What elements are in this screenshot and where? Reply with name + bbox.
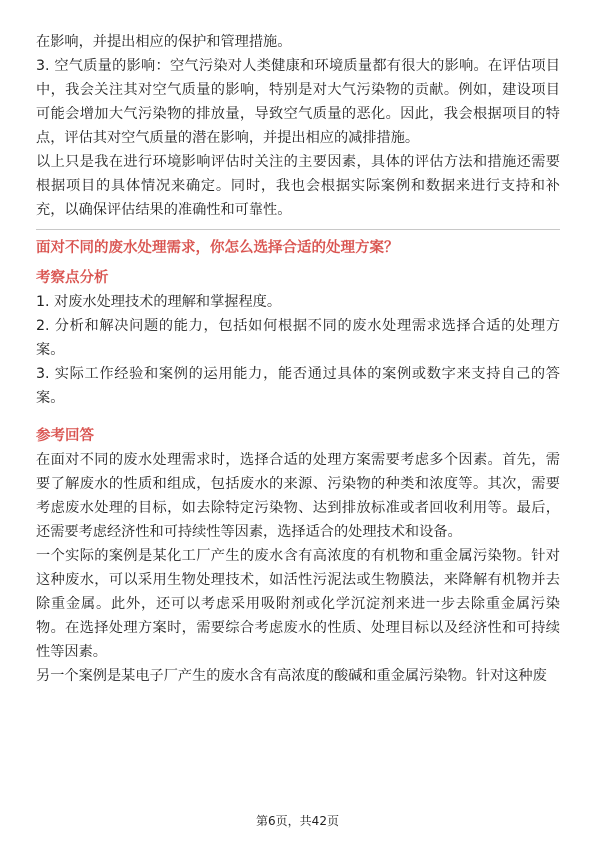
paragraph: 在影响，并提出相应的保护和管理措施。 [36,34,292,50]
spacer [36,410,560,418]
answer-paragraph: 在面对不同的废水处理需求时，选择合适的处理方案需要考虑多个因素。首先，需要了解废水的性质和组成，包括废水的来源、污染物的种类和浓度等。其次，需要考虑废水处理的目标，如去除特定污染物、达到排放标准或者回收利用等。最后，还需要考虑经济性和可持续性等因素，选择适合的处理技术和设备。 [36,452,560,540]
page-content [36,30,560,688]
analysis-item: 2. 分析和解决问题的能力，包括如何根据不同的废水处理需求选择合适的处理方案。 [36,318,560,358]
section-divider [36,229,560,230]
answer-title: 参考回答 [36,428,94,444]
page-number: 第6页，共42页 [256,814,339,828]
analysis-item: 3. 实际工作经验和案例的运用能力，能否通过具体的案例或数字来支持自己的答案。 [36,366,560,406]
answer-paragraph: 另一个案例是某电子厂产生的废水含有高浓度的酸碱和重金属污染物。针对这种废 [36,668,547,684]
paragraph: 3. 空气质量的影响：空气污染对人类健康和环境质量都有很大的影响。在评估项目中，我会关注其对空气质量的影响，特别是对大气污染物的贡献。例如，建设项目可能会增加大气污染物的排放量，导致空气质量的恶化。因此，我会根据项目的特点，评估其对空气质量的潜在影响，并提出相应的减排措施。 [36,58,560,146]
question-heading: 面对不同的废水处理需求，你怎么选择合适的处理方案？ [36,240,399,256]
paragraph: 以上只是我在进行环境影响评估时关注的主要因素，具体的评估方法和措施还需要根据项目的具体情况来确定。同时，我也会根据实际案例和数据来进行支持和补充，以确保评估结果的准确性和可靠性。 [36,154,560,218]
answer-paragraph: 一个实际的案例是某化工厂产生的废水含有高浓度的有机物和重金属污染物。针对这种废水，可以采用生物处理技术，如活性污泥法或生物膜法，来降解有机物并去除重金属。此外，还可以考虑采用吸附剂或化学沉淀剂来进一步去除重金属污染物。在选择处理方案时，需要综合考虑废水的性质、处理目标以及经济性和可持续性等因素。 [36,548,560,660]
analysis-item: 1. 对废水处理技术的理解和掌握程度。 [36,294,282,310]
analysis-title: 考察点分析 [36,270,109,286]
